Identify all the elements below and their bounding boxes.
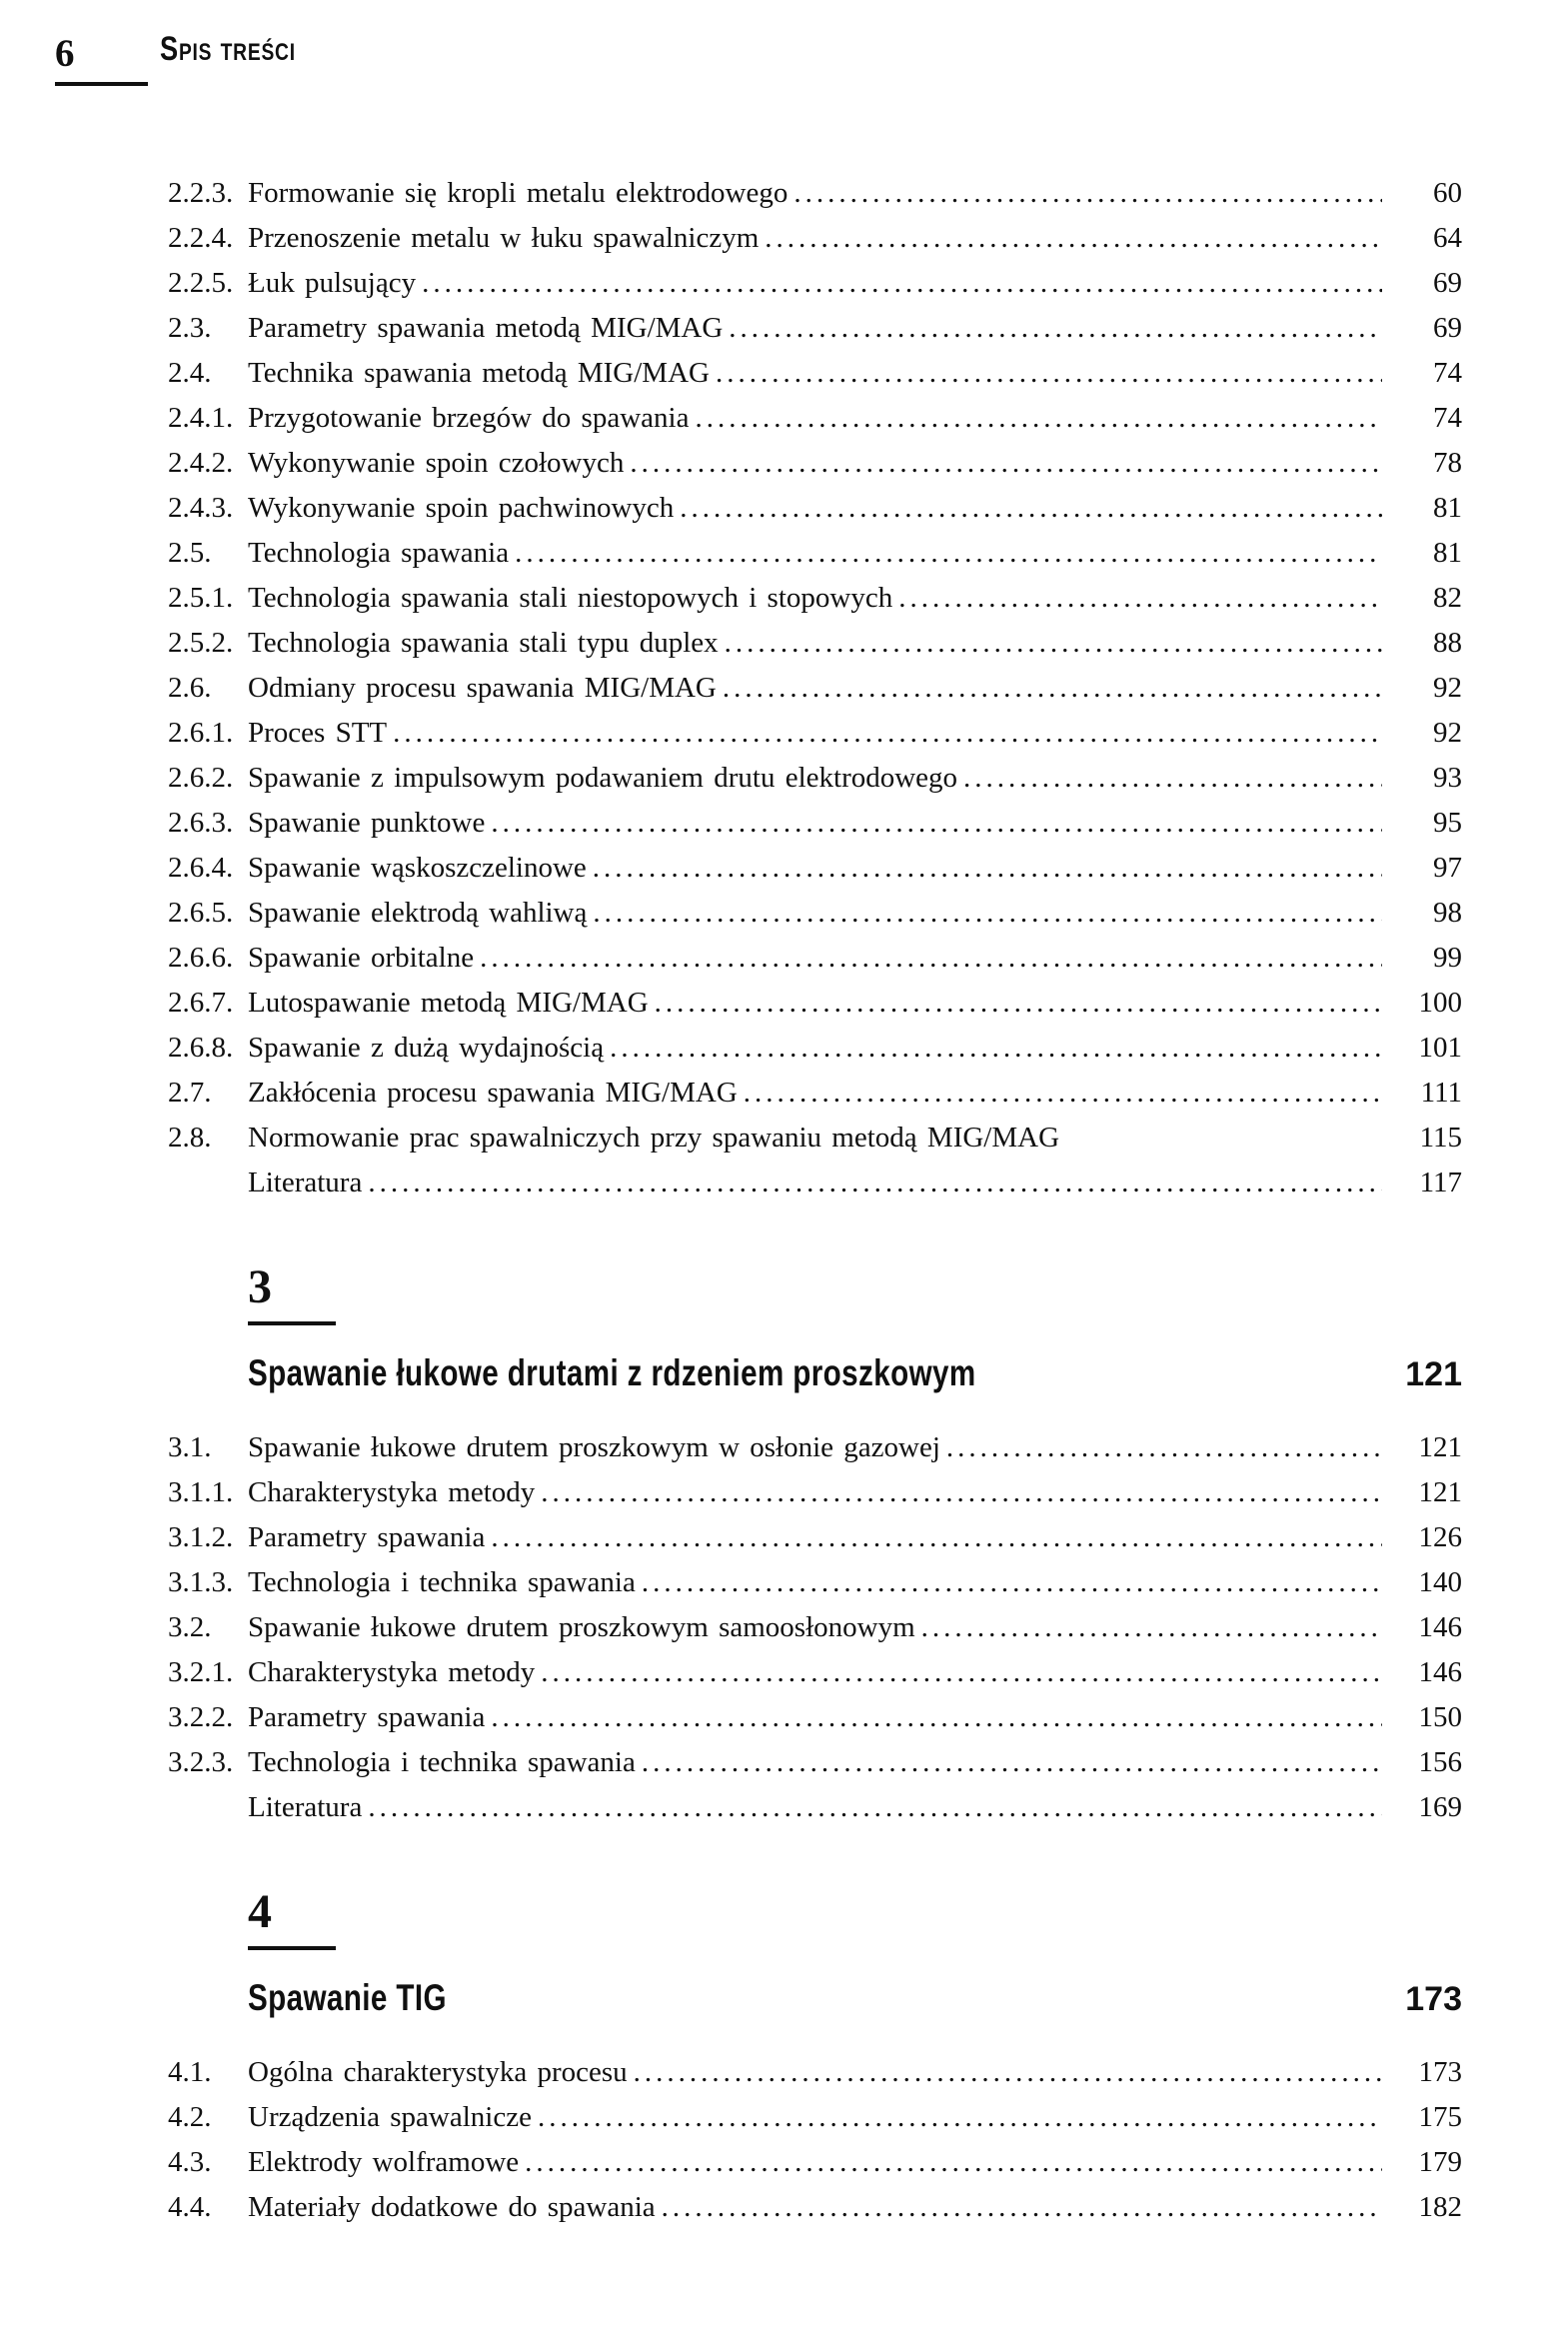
toc-entry-page: 64 <box>1433 222 1462 254</box>
toc-entry-number: 4.4. <box>168 2191 212 2223</box>
dot-leader <box>593 846 1382 891</box>
page-title-text: Spis treści <box>160 30 296 68</box>
chapter-3-title-row <box>248 1349 1462 1397</box>
dot-leader <box>662 2185 1382 2230</box>
toc-entry-page: 121 <box>1418 1431 1462 1463</box>
toc-entry-number: 2.6.4. <box>168 852 234 884</box>
toc-entry <box>168 216 1462 261</box>
toc-entry-number: 3.1.1. <box>168 1476 234 1508</box>
dot-leader <box>525 2140 1382 2185</box>
toc-entry-title: Formowanie się kropli metalu elektrodowego <box>248 177 788 209</box>
dot-leader <box>642 1560 1382 1605</box>
toc-entry <box>168 441 1462 486</box>
toc-section-4-list <box>168 2050 1462 2230</box>
toc-entry-title: Technika spawania metodą MIG/MAG <box>248 357 710 389</box>
dot-leader <box>680 486 1382 531</box>
toc-entry-title: Technologia i technika spawania <box>248 1746 636 1778</box>
dot-leader <box>593 891 1382 936</box>
toc-entry-page: 81 <box>1433 537 1462 569</box>
toc-entry <box>168 711 1462 756</box>
chapter-3-title-text: Spawanie łukowe drutami z rdzeniem proszkowym <box>248 1352 976 1393</box>
toc-entry-number: 3.2.1. <box>168 1656 234 1688</box>
toc-entry-page: 169 <box>1418 1791 1462 1823</box>
dot-leader <box>541 1650 1382 1695</box>
toc-entry-number: 2.6.8. <box>168 1032 234 1064</box>
toc-entry-title: Literatura <box>248 1791 363 1823</box>
toc-entry <box>168 1470 1462 1515</box>
toc-entry-page: 69 <box>1433 312 1462 344</box>
toc-entry-title: Odmiany procesu spawania MIG/MAG <box>248 672 717 704</box>
toc-entry <box>168 891 1462 936</box>
toc-entry-title: Spawanie wąskoszczelinowe <box>248 852 587 884</box>
toc-entry-number: 2.4.3. <box>168 492 234 524</box>
toc-entry-number: 2.6.5. <box>168 897 234 929</box>
toc-entry-title: Technologia spawania <box>248 537 510 569</box>
toc-entry <box>168 171 1462 216</box>
dot-leader <box>765 216 1382 261</box>
toc-entry-number: 2.6.2. <box>168 762 234 794</box>
toc-entry <box>168 936 1462 981</box>
toc-entry-number: 2.3. <box>168 312 212 344</box>
dot-leader <box>393 711 1382 756</box>
toc-entry-title: Spawanie z dużą wydajnością <box>248 1032 605 1064</box>
toc-entry <box>168 2050 1462 2095</box>
chapter-3-page: 121 <box>1405 1355 1462 1393</box>
toc-entry-number: 4.3. <box>168 2146 212 2178</box>
toc-entry <box>168 666 1462 711</box>
dot-leader <box>538 2095 1382 2140</box>
toc-entry-title: Charakterystyka metody <box>248 1476 536 1508</box>
toc-entry-title: Przygotowanie brzegów do spawania <box>248 402 690 434</box>
toc-entry-page: 98 <box>1433 897 1462 929</box>
toc-entry-title: Elektrody wolframowe <box>248 2146 520 2178</box>
toc-entry <box>168 621 1462 666</box>
toc-entry-title: Proces STT <box>248 717 388 749</box>
dot-leader <box>946 1425 1382 1470</box>
toc-entry-number: 2.6.3. <box>168 807 234 839</box>
toc-entry-title: Urządzenia spawalnicze <box>248 2101 532 2133</box>
toc-entry-number: 2.6.6. <box>168 942 234 974</box>
toc-entry-page: 140 <box>1418 1566 1462 1598</box>
toc-entry-number: 2.4.2. <box>168 447 234 479</box>
toc-entry-page: 150 <box>1418 1701 1462 1733</box>
chapter-4-page: 173 <box>1405 1980 1462 2018</box>
chapter-4 <box>168 1886 1462 2230</box>
toc-entry-title: Spawanie orbitalne <box>248 942 475 974</box>
toc-section-3-list <box>168 1425 1462 1830</box>
toc-entry-page: 92 <box>1433 672 1462 704</box>
toc-entry-page: 179 <box>1418 2146 1462 2178</box>
toc-entry-title: Technologia spawania stali niestopowych i stopowych <box>248 582 893 614</box>
chapter-4-number: 4 <box>248 1886 336 1950</box>
toc-entry-title: Przenoszenie metalu w łuku spawalniczym <box>248 222 760 254</box>
toc-entry-page: 173 <box>1418 2056 1462 2088</box>
dot-leader <box>695 396 1382 441</box>
toc-entry-title: Lutospawanie metodą MIG/MAG <box>248 987 649 1019</box>
toc-entry-title: Parametry spawania <box>248 1521 486 1553</box>
dot-leader <box>921 1605 1382 1650</box>
toc-entry-title: Parametry spawania metodą MIG/MAG <box>248 312 724 344</box>
toc-entry-title: Wykonywanie spoin czołowych <box>248 447 625 479</box>
chapter-3-title <box>248 1349 1382 1405</box>
toc-entry-page: 78 <box>1433 447 1462 479</box>
dot-leader <box>491 1695 1382 1740</box>
dot-leader <box>963 756 1382 801</box>
toc-entry-number: 2.6.1. <box>168 717 234 749</box>
page-title <box>160 30 330 69</box>
toc-entry-number: 2.4.1. <box>168 402 234 434</box>
toc-entry-title: Spawanie łukowe drutem proszkowym samoosłonowym <box>248 1611 915 1643</box>
toc-entry-page: 74 <box>1433 357 1462 389</box>
toc-entry-page: 100 <box>1418 987 1462 1019</box>
toc-entry <box>168 531 1462 576</box>
toc-entry-page: 111 <box>1420 1077 1462 1109</box>
toc-entry-number: 2.8. <box>168 1122 212 1154</box>
toc-entry <box>168 1425 1462 1470</box>
toc-entry-number: 2.4. <box>168 357 212 389</box>
toc-entry <box>168 2185 1462 2230</box>
toc-entry <box>168 351 1462 396</box>
toc-entry-title: Zakłócenia procesu spawania MIG/MAG <box>248 1077 738 1109</box>
dot-leader <box>491 801 1382 846</box>
toc-entry-page: 175 <box>1418 2101 1462 2133</box>
toc-entry <box>168 1740 1462 1785</box>
toc-entry-number: 4.1. <box>168 2056 212 2088</box>
toc-entry-number: 3.2. <box>168 1611 212 1643</box>
toc-entry-number: 2.5. <box>168 537 212 569</box>
chapter-4-title <box>248 1974 1382 2030</box>
dot-leader <box>541 1470 1382 1515</box>
toc-entry-page: 60 <box>1433 177 1462 209</box>
toc-entry-page: 81 <box>1433 492 1462 524</box>
toc-entry-number: 3.2.3. <box>168 1746 234 1778</box>
toc-entry <box>168 1785 1462 1830</box>
toc-entry-page: 95 <box>1433 807 1462 839</box>
toc-entry-number: 2.5.2. <box>168 627 234 659</box>
dot-leader <box>898 576 1382 621</box>
dot-leader <box>368 1785 1382 1830</box>
toc-entry-title: Charakterystyka metody <box>248 1656 536 1688</box>
toc-entry-number: 2.2.5. <box>168 267 234 299</box>
toc-entry <box>168 1116 1462 1161</box>
dot-leader <box>793 171 1382 216</box>
toc-entry-number: 2.6. <box>168 672 212 704</box>
chapter-4-title-row <box>248 1974 1462 2022</box>
toc-entry-number: 2.2.3. <box>168 177 234 209</box>
toc-content <box>168 171 1462 2230</box>
toc-entry-page: 92 <box>1433 717 1462 749</box>
chapter-4-title-text: Spawanie TIG <box>248 1977 447 2018</box>
toc-entry-title: Spawanie z impulsowym podawaniem drutu elektrodowego <box>248 762 958 794</box>
toc-entry <box>168 801 1462 846</box>
dot-leader <box>491 1515 1382 1560</box>
dot-leader <box>716 351 1382 396</box>
dot-leader <box>655 981 1382 1026</box>
dot-leader <box>725 621 1382 666</box>
toc-entry-title: Spawanie punktowe <box>248 807 486 839</box>
toc-entry-page: 88 <box>1433 627 1462 659</box>
toc-entry-page: 121 <box>1418 1476 1462 1508</box>
toc-entry-page: 74 <box>1433 402 1462 434</box>
dot-leader <box>610 1026 1382 1071</box>
dot-leader <box>729 306 1382 351</box>
dot-leader <box>368 1161 1382 1205</box>
toc-entry <box>168 1605 1462 1650</box>
dot-leader <box>422 261 1382 306</box>
toc-entry-page: 101 <box>1418 1032 1462 1064</box>
toc-section-2-list <box>168 171 1462 1205</box>
chapter-3 <box>168 1261 1462 1830</box>
toc-entry-number: 3.1.3. <box>168 1566 234 1598</box>
toc-entry-title: Materiały dodatkowe do spawania <box>248 2191 656 2223</box>
toc-entry-number: 3.1. <box>168 1431 212 1463</box>
toc-entry-title: Normowanie prac spawalniczych przy spawaniu metodą MIG/MAG <box>248 1122 1060 1154</box>
toc-entry-title: Wykonywanie spoin pachwinowych <box>248 492 675 524</box>
folio-page-number: 6 <box>55 31 148 86</box>
toc-entry-title: Spawanie elektrodą wahliwą <box>248 897 588 929</box>
toc-entry <box>168 1695 1462 1740</box>
toc-entry-title: Ogólna charakterystyka procesu <box>248 2056 628 2088</box>
chapter-4-number-row <box>168 1886 1462 1950</box>
toc-entry-page: 182 <box>1418 2191 1462 2223</box>
toc-entry-title: Literatura <box>248 1167 363 1198</box>
toc-entry-page: 115 <box>1419 1122 1462 1154</box>
dot-leader <box>642 1740 1382 1785</box>
toc-entry-number: 2.7. <box>168 1077 212 1109</box>
toc-entry-page: 117 <box>1419 1167 1462 1198</box>
toc-entry-page: 69 <box>1433 267 1462 299</box>
dot-leader <box>515 531 1382 576</box>
toc-entry <box>168 1071 1462 1116</box>
toc-entry-number: 2.6.7. <box>168 987 234 1019</box>
toc-entry <box>168 2095 1462 2140</box>
toc-entry <box>168 1560 1462 1605</box>
page-header <box>55 30 1568 86</box>
dot-leader <box>744 1071 1382 1116</box>
toc-entry <box>168 1026 1462 1071</box>
toc-entry-page: 146 <box>1418 1611 1462 1643</box>
scanned-toc-page <box>0 30 1568 2347</box>
toc-entry <box>168 486 1462 531</box>
chapter-3-number-row <box>168 1261 1462 1325</box>
toc-entry-title: Technologia spawania stali typu duplex <box>248 627 719 659</box>
toc-entry <box>168 981 1462 1026</box>
toc-entry-title: Technologia i technika spawania <box>248 1566 636 1598</box>
toc-entry-title: Łuk pulsujący <box>248 267 417 299</box>
toc-entry <box>168 846 1462 891</box>
toc-entry-number: 2.5.1. <box>168 582 234 614</box>
toc-entry-page: 82 <box>1433 582 1462 614</box>
toc-entry-number: 2.2.4. <box>168 222 234 254</box>
toc-entry-page: 97 <box>1433 852 1462 884</box>
toc-entry <box>168 1161 1462 1205</box>
toc-entry <box>168 2140 1462 2185</box>
dot-leader <box>480 936 1382 981</box>
dot-leader <box>630 441 1382 486</box>
toc-entry-number: 3.2.2. <box>168 1701 234 1733</box>
toc-entry-page: 156 <box>1418 1746 1462 1778</box>
toc-entry <box>168 756 1462 801</box>
toc-entry-title: Parametry spawania <box>248 1701 486 1733</box>
dot-leader <box>723 666 1382 711</box>
toc-entry-page: 99 <box>1433 942 1462 974</box>
toc-entry <box>168 576 1462 621</box>
toc-entry-title: Spawanie łukowe drutem proszkowym w osłonie gazowej <box>248 1431 940 1463</box>
chapter-3-number: 3 <box>248 1261 336 1325</box>
dot-leader <box>634 2050 1382 2095</box>
toc-entry-page: 93 <box>1433 762 1462 794</box>
toc-entry <box>168 396 1462 441</box>
toc-entry-page: 126 <box>1418 1521 1462 1553</box>
toc-entry <box>168 306 1462 351</box>
toc-entry <box>168 261 1462 306</box>
toc-entry-number: 4.2. <box>168 2101 212 2133</box>
toc-entry <box>168 1515 1462 1560</box>
toc-entry-page: 146 <box>1418 1656 1462 1688</box>
toc-entry-number: 3.1.2. <box>168 1521 234 1553</box>
toc-entry <box>168 1650 1462 1695</box>
